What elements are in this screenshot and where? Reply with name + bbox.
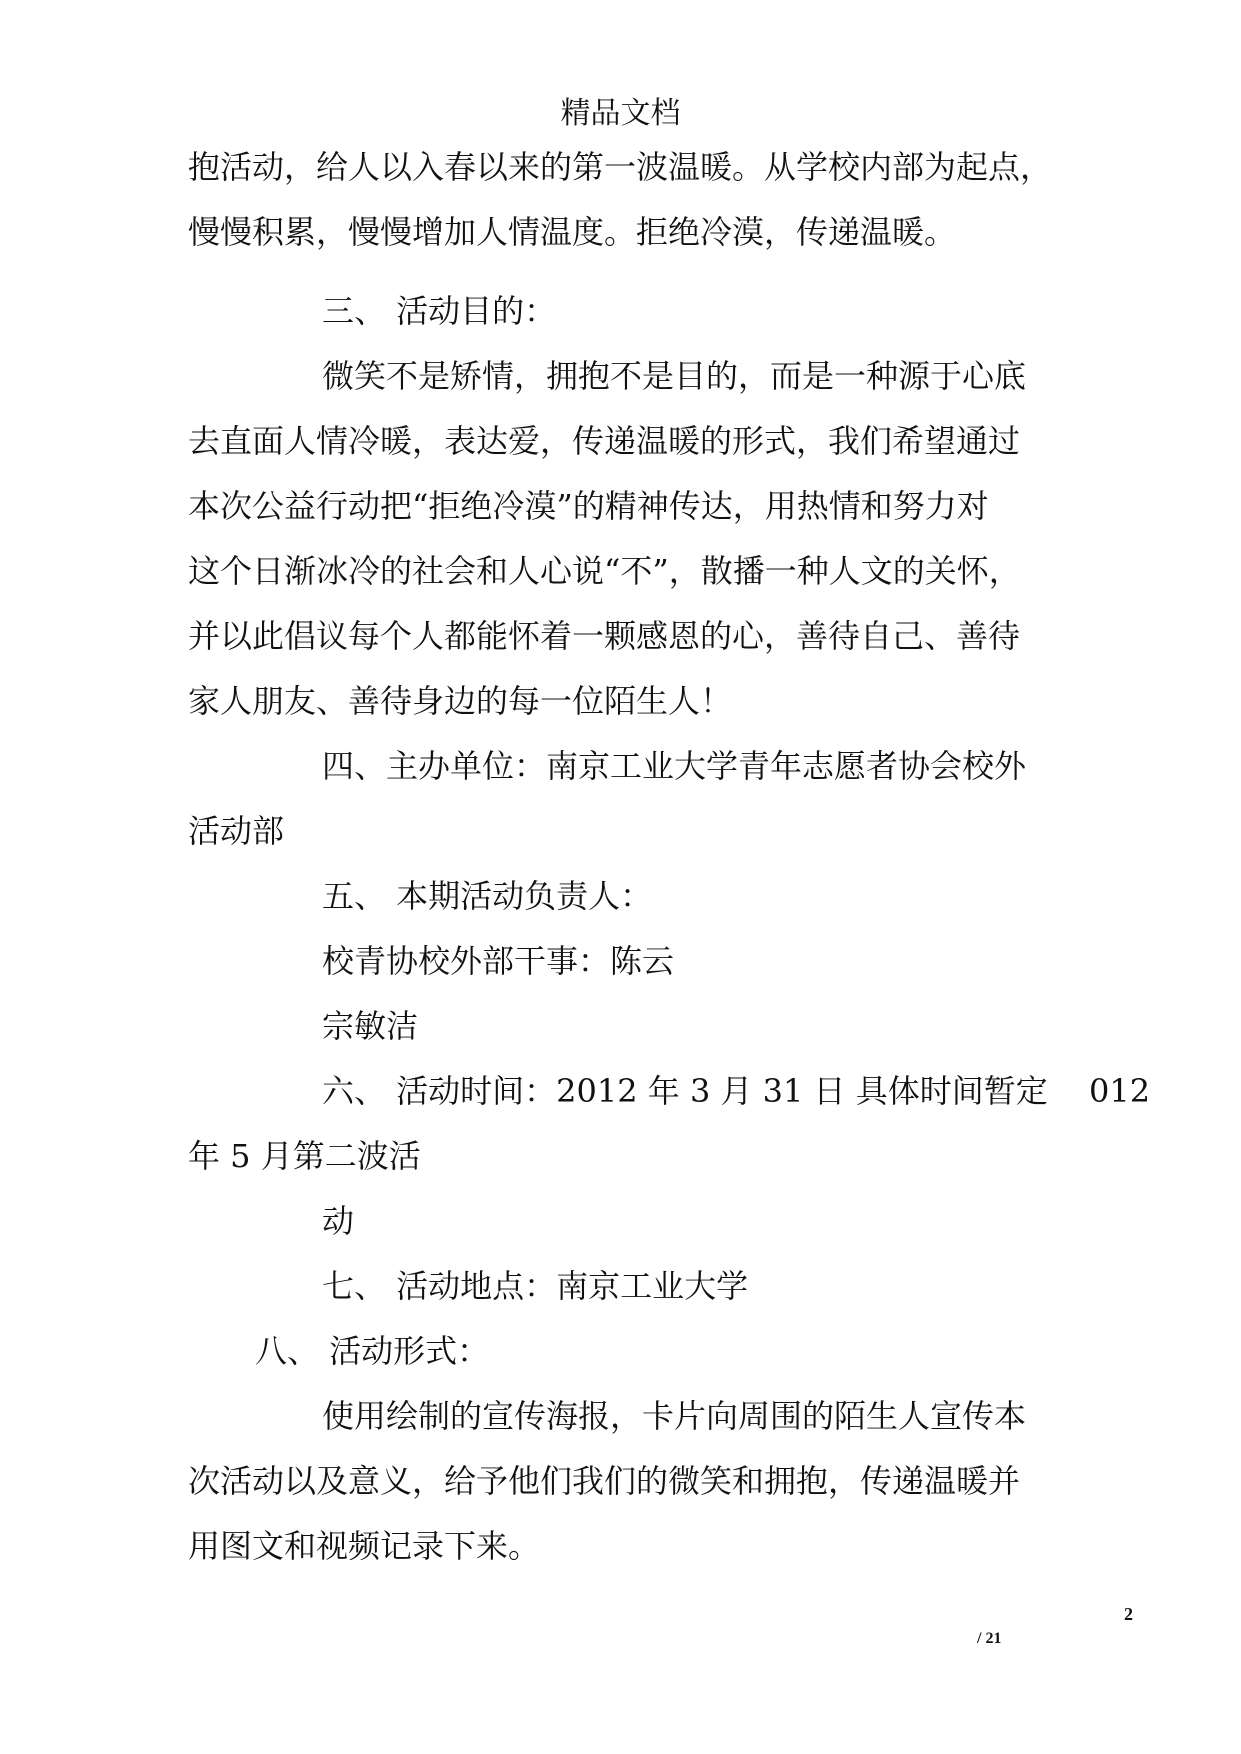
section-heading: 五、 本期活动负责人：: [322, 877, 653, 915]
paragraph-line: 本次公益行动把“拒绝冷漠”的精神传达，用热情和努力对: [188, 487, 989, 525]
section-heading: 八、 活动形式：: [255, 1332, 490, 1370]
section-heading: 七、 活动地点：南京工业大学: [322, 1267, 749, 1305]
page-number: 2: [1124, 1604, 1133, 1624]
paragraph-line: 使用绘制的宣传海报，卡片向周围的陌生人宣传本: [322, 1397, 1027, 1435]
paragraph-line: 这个日渐冰冷的社会和人心说“不”，散播一种人文的关怀，: [188, 552, 1021, 590]
section-heading: 三、 活动目的：: [322, 292, 557, 330]
paragraph-line: 并以此倡议每个人都能怀着一颗感恩的心，善待自己、善待: [188, 617, 1021, 655]
paragraph-line: 动: [322, 1202, 355, 1240]
paragraph-line: 次活动以及意义，给予他们我们的微笑和拥抱，传递温暖并: [188, 1462, 1021, 1500]
paragraph-line: 宗敏洁: [322, 1007, 419, 1045]
section-heading: 六、 活动时间：2012 年 3 月 31 日 具体时间暂定: [322, 1072, 1048, 1110]
paragraph-line: 用图文和视频记录下来。: [188, 1527, 541, 1565]
paragraph-line: 校青协校外部干事：陈云: [322, 942, 675, 980]
page-total: / 21: [977, 1630, 1002, 1647]
paragraph-line: 活动部: [188, 812, 285, 850]
section-heading: 四、主办单位：南京工业大学青年志愿者协会校外: [322, 747, 1027, 785]
overflow-fragment: 012: [1089, 1072, 1151, 1110]
page-header: 精品文档: [560, 96, 681, 131]
paragraph-line: 年 5 月第二波活: [188, 1137, 421, 1175]
paragraph-line: 慢慢积累，慢慢增加人情温度。拒绝冷漠，传递温暖。: [188, 213, 957, 251]
paragraph-line: 抱活动，给人以入春以来的第一波温暖。从学校内部为起点，: [188, 148, 1053, 186]
paragraph-line: 去直面人情冷暖，表达爱，传递温暖的形式，我们希望通过: [188, 422, 1021, 460]
paragraph-line: 微笑不是矫情，拥抱不是目的，而是一种源于心底: [322, 357, 1027, 395]
paragraph-line: 家人朋友、善待身边的每一位陌生人！: [188, 682, 733, 720]
